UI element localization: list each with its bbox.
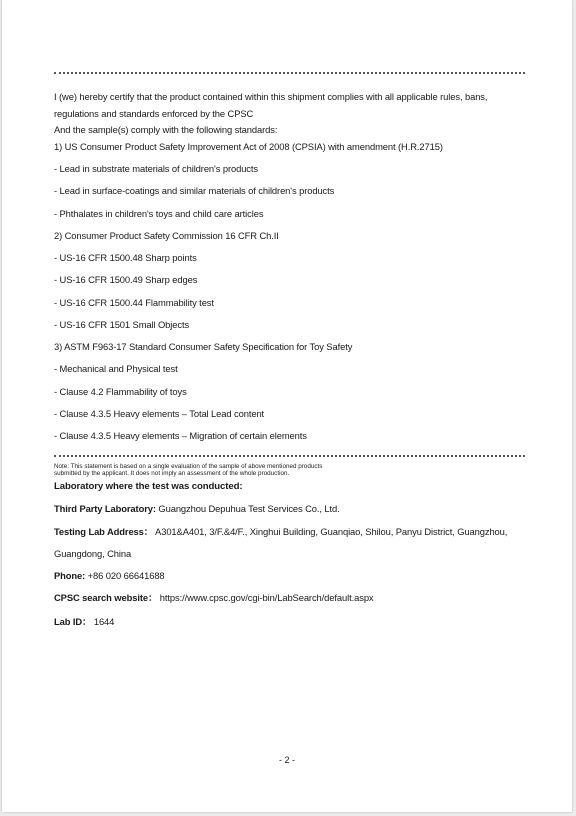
third-party-lab-label: Third Party Laboratory:	[54, 503, 156, 514]
cert-line-1: I (we) hereby certify that the product contained within this shipment complies with all applicable rules, bans,	[54, 91, 488, 102]
phone-label: Phone:	[54, 570, 86, 581]
standard-item: 2) Consumer Product Safety Commission 16 CFR Ch.II	[54, 230, 279, 241]
third-party-lab-row	[54, 503, 340, 515]
cert-line-3: And the sample(s) comply with the following standards:	[54, 124, 278, 135]
standard-item: - US-16 CFR 1501 Small Objects	[54, 319, 190, 330]
standard-item: - Lead in surface-coatings and similar materials of children's products	[54, 185, 335, 196]
lab-id-label: Lab ID：	[54, 616, 92, 627]
standard-item: - US-16 CFR 1500.44 Flammability test	[54, 297, 214, 308]
testing-lab-address-value: A301&A401, 3/F.&4/F., Xinghui Building, Guanqiao, Shilou, Panyu District, Guangzhou,	[153, 526, 508, 537]
lab-id-value: 1644	[91, 616, 115, 627]
lab-heading: Laboratory where the test was conducted:	[54, 481, 243, 492]
testing-lab-address-label: Testing Lab Address：	[54, 526, 154, 537]
standard-item: - Lead in substrate materials of children's products	[54, 163, 258, 174]
cpsc-website-row	[54, 592, 374, 604]
standard-item: - Clause 4.3.5 Heavy elements – Total Lead content	[54, 408, 265, 419]
dotted-separator-top	[54, 72, 525, 74]
note-line-1: Note: This statement is based on a single evaluation of the sample of above mentioned products	[54, 463, 323, 470]
document-page	[2, 0, 572, 812]
standard-item: 1) US Consumer Product Safety Improvement Act of 2008 (CPSIA) with amendment (H.R.2715)	[54, 141, 443, 152]
standard-item: - Mechanical and Physical test	[54, 363, 178, 374]
cert-line-2: regulations and standards enforced by the CPSC	[54, 108, 254, 119]
standard-item: - Clause 4.2 Flammability of toys	[54, 386, 187, 397]
page-number: - 2 -	[278, 755, 295, 765]
testing-lab-address-continued: Guangdong, China	[54, 548, 132, 559]
cpsc-website-link[interactable]: https://www.cpsc.gov/cgi-bin/LabSearch/default.aspx	[157, 592, 374, 603]
standard-item: - US-16 CFR 1500.49 Sharp edges	[54, 274, 198, 285]
cpsc-website-label: CPSC search website：	[54, 592, 158, 603]
standard-item: - Clause 4.3.5 Heavy elements – Migration of certain elements	[54, 430, 307, 441]
dotted-separator-bottom	[54, 455, 525, 457]
lab-id-row	[54, 616, 114, 628]
standard-item: 3) ASTM F963-17 Standard Consumer Safety Specification for Toy Safety	[54, 341, 353, 352]
phone-value: +86 020 66641688	[85, 570, 165, 581]
testing-lab-address-row	[54, 526, 507, 538]
note-line-2: submitted by the applicant. It does not imply an assessment of the whole production.	[54, 470, 290, 477]
standard-item: - US-16 CFR 1500.48 Sharp points	[54, 252, 197, 263]
phone-row	[54, 570, 165, 582]
third-party-lab-value: Guangzhou Depuhua Test Services Co., Ltd.	[155, 503, 340, 514]
standard-item: - Phthalates in children's toys and child care articles	[54, 208, 264, 219]
